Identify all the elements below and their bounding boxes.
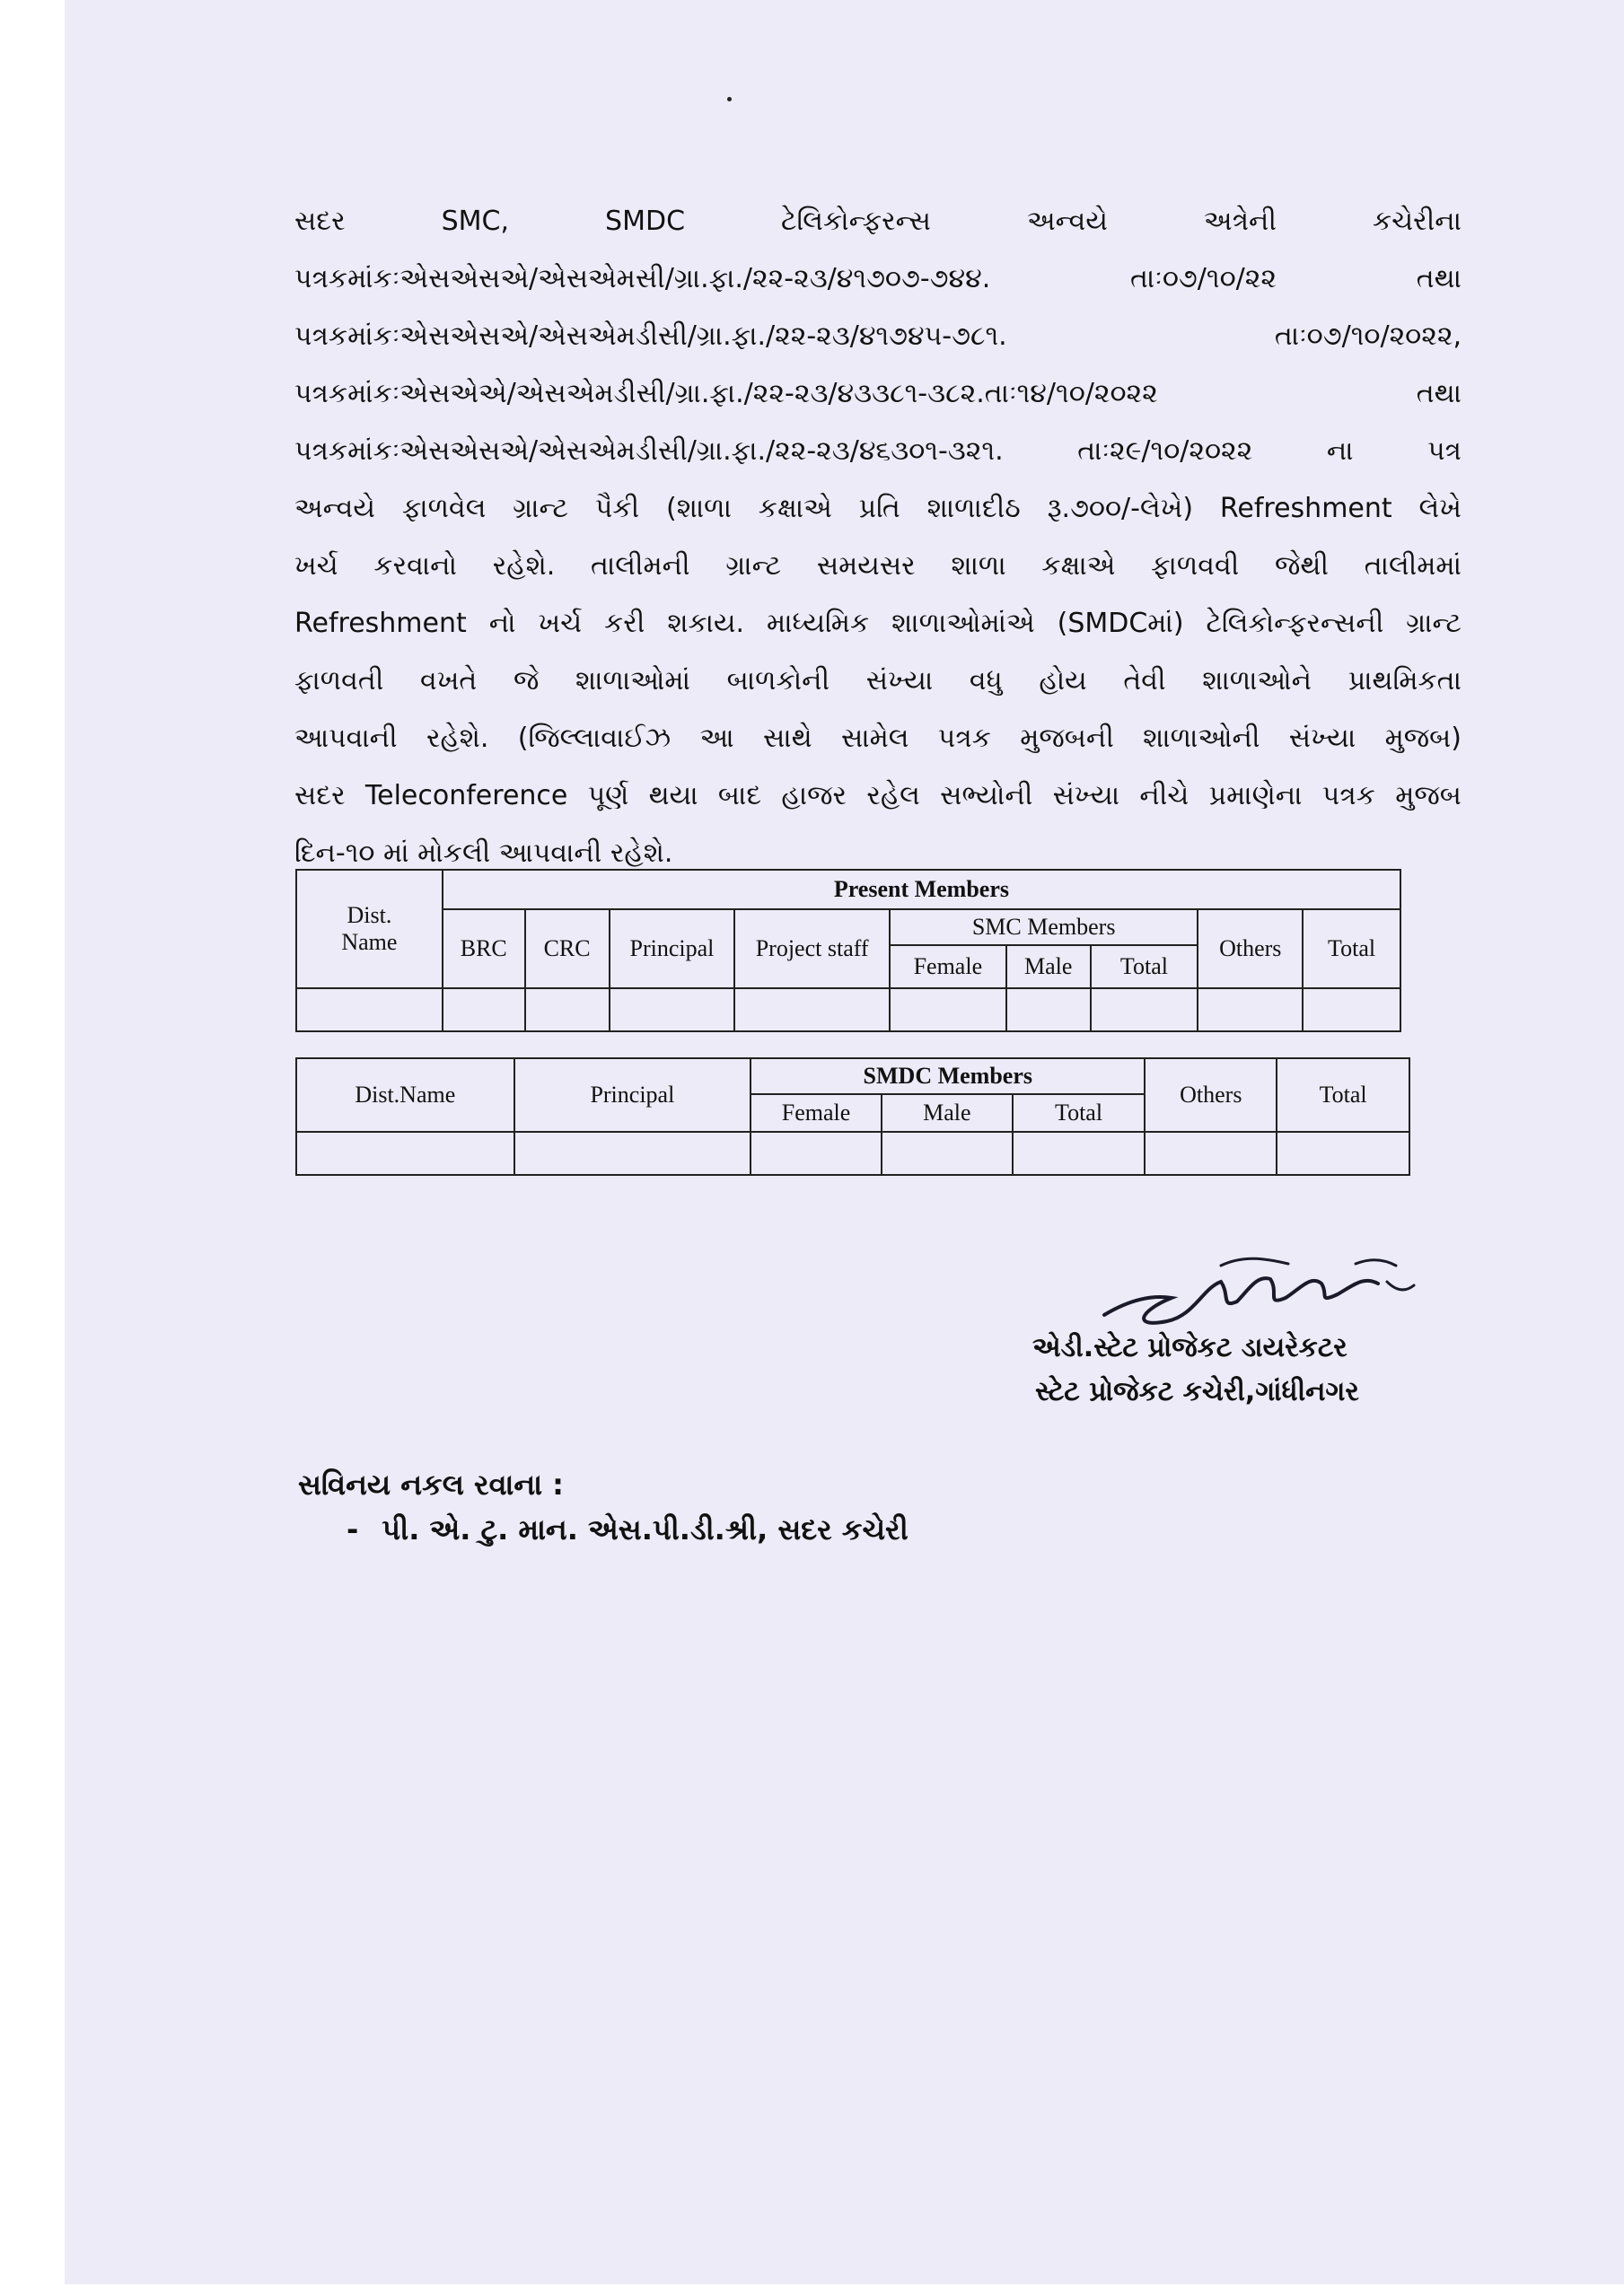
paragraph-line [294,767,1462,825]
total-header: Total [1303,909,1400,988]
paragraph-word: (જિલ્લાવાઈઝ [517,723,672,754]
total-header: Total [1277,1058,1409,1132]
paragraph-word: ફાળવેલ [401,493,487,524]
paragraph-word: પત્રક [1321,780,1375,811]
paragraph-word: હાજર [781,780,847,811]
paragraph-word: પત્રકમાંકઃએસએસએ/એસએમડીસી/ગ્રા.ફા./૨૨-૨૩/૪૬૩૦૧-૩૨૧. [294,435,1004,467]
table-cell [514,1132,751,1175]
table-cell [1303,988,1400,1031]
paragraph-line [294,308,1462,365]
paragraph-word: તાલીમમાં [1364,550,1462,582]
paragraph-word: રહેશે. [426,723,489,754]
paragraph-word: SMDC [605,206,686,237]
paragraph-word: લેખે [1418,493,1462,524]
paragraph-word: તાઃ૦૭/૧૦/૨૨ [1130,263,1277,294]
paragraph-word: રહેલ [866,780,920,811]
paragraph-word: પ્રાથમિકતા [1347,665,1462,697]
paragraph-word: Refreshment [1219,493,1392,524]
paragraph-word: શકાય. [667,608,745,639]
table-cell [1091,988,1198,1031]
paragraph-word: માધ્યમિક [767,608,870,639]
paragraph-word: (SMDCમાં) [1057,608,1184,639]
dist-name-header: Dist. Name [296,870,443,988]
paragraph-word: રહેશે. [492,550,556,582]
paragraph-line [294,480,1462,538]
paragraph-line [294,653,1462,710]
paragraph-word: આપવાની [294,723,398,754]
paragraph-word: અન્વયે [1026,206,1108,237]
paragraph-word: ફાળવતી [294,665,384,697]
paragraph-word: સંખ્યા [1288,723,1356,754]
table-row [296,988,1400,1031]
table-cell [1198,988,1303,1031]
paragraph-word: શાળાઓમાં [575,665,690,697]
smdc-male-header: Male [882,1094,1013,1132]
paragraph-word: સામેલ [840,723,909,754]
signature-icon [1086,1239,1427,1337]
paragraph-word: કરી [604,608,645,639]
copy-recipient: પી. એ. ટુ. માન. એસ.પી.ડી.શ્રી, સદર કચેરી [382,1512,909,1547]
paragraph-word: ટેલિકોન્ફરન્સની [1206,608,1384,639]
paragraph-word: શાળાઓની [1143,723,1260,754]
principal-header: Principal [514,1058,751,1132]
copy-recipient-item [347,1512,909,1547]
brc-header: BRC [443,909,525,988]
paragraph-word: સભ્યોની [940,780,1033,811]
paragraph-word: ફાળવવી [1151,550,1240,582]
paragraph-word: મુજબની [1020,723,1114,754]
paragraph-line [294,423,1462,480]
smc-female-header: Female [890,945,1006,988]
paragraph-word: પત્ર [1427,435,1462,467]
paragraph-word: કક્ષાએ [758,493,832,524]
paragraph-word: અત્રેની [1203,206,1277,237]
table-cell [610,988,735,1031]
paragraph-word: નો [488,608,516,639]
paragraph-word: ગ્રાન્ટ [725,550,782,582]
paragraph-word: ખર્ચ [538,608,583,639]
dist-name-header: Dist.Name [296,1058,514,1132]
paragraph-word: હોય [1039,665,1087,697]
paragraph-word: પત્રકમાંકઃએસએસએ/એસએમડીસી/ગ્રા.ફા./૨૨-૨૩/૪૧૭૪૫-૭૮૧. [294,320,1007,352]
table-cell [1145,1132,1277,1175]
paragraph-word: પૈકી [594,493,640,524]
table-cell [734,988,890,1031]
smdc-members-header: SMDC Members [751,1058,1145,1094]
project-staff-header: Project staff [734,909,890,988]
paragraph-word: કચેરીના [1372,206,1462,237]
table-cell [1006,988,1091,1031]
smc-members-header: SMC Members [890,909,1198,945]
table-cell [751,1132,882,1175]
paragraph-word: ગ્રાન્ટ [1406,608,1462,639]
paragraph-word: મુજબ [1395,780,1462,811]
paragraph-word: નીચે [1139,780,1189,811]
table-cell [443,988,525,1031]
paragraph-word: તથા [1416,263,1462,294]
table-cell [1277,1132,1409,1175]
paragraph-word: સદર [294,780,346,811]
principal-header: Principal [610,909,735,988]
paragraph-word: તાઃ૦૭/૧૦/૨૦૨૨, [1274,320,1462,352]
smdc-members-table [295,1057,1410,1176]
paragraph-word: આ [699,723,734,754]
paragraph-word: સંખ્યા [1052,780,1120,811]
signatory-designation: એડી.સ્ટેટ પ્રોજેકટ ડાયરેકટર [1032,1332,1347,1363]
paragraph-line [294,538,1462,595]
paragraph-word: જે [513,665,540,697]
copy-forwarded-heading: સવિનય નકલ રવાના : [298,1468,564,1502]
paragraph-word: પ્રતિ [858,493,900,524]
paragraph-word: પત્રકમાંકઃએસએએ/એસએમડીસી/ગ્રા.ફા./૨૨-૨૩/૪૩૩૮૧-૩૮૨.તાઃ૧૪/૧૦/૨૦૨૨ [294,378,1158,409]
paragraph-word: બાળકોની [726,665,830,697]
paragraph-word: તાઃ૨૯/૧૦/૨૦૨૨ [1077,435,1253,467]
paragraph-word: બાદ [717,780,762,811]
paragraph-line [294,710,1462,767]
paragraph-word: સાથે [762,723,812,754]
table-cell [525,988,610,1031]
table-cell [296,988,443,1031]
present-members-table [295,869,1401,1032]
smc-total-header: Total [1091,945,1198,988]
paragraph-line [294,193,1462,250]
paragraph-word: ના [1326,435,1354,467]
paragraph-word: વધુ [969,665,1003,697]
stray-mark [727,97,732,101]
others-header: Others [1145,1058,1277,1132]
paragraph-word: (શાળા [665,493,732,524]
paragraph-word: દિન-૧૦ માં મોકલી આપવાની રહેશે. [294,837,673,869]
paragraph-word: પત્રક [937,723,991,754]
crc-header: CRC [525,909,610,988]
paragraph-word: શાળાદીઠ [926,493,1021,524]
paragraph-word: તાલીમની [590,550,690,582]
paragraph-word: Refreshment [294,608,467,639]
table-cell [1013,1132,1146,1175]
paragraph-word: શાળાઓને [1202,665,1312,697]
others-header: Others [1198,909,1303,988]
table-cell [890,988,1006,1031]
paragraph-word: વખતે [420,665,478,697]
paragraph-word: કક્ષાએ [1041,550,1116,582]
smdc-total-header: Total [1013,1094,1146,1132]
paragraph-word: પત્રકમાંકઃએસએસએ/એસએમસી/ગ્રા.ફા./૨૨-૨૩/૪૧૭૦૭-૭૪૪. [294,263,991,294]
table-row [296,1132,1409,1175]
paragraph-word: થયા [648,780,698,811]
list-dash: - [347,1512,359,1547]
paragraph-word: પૂર્ણ [587,780,629,811]
paragraph-word: શાળાઓમાંએ [891,608,1035,639]
paragraph-word: સમયસર [816,550,916,582]
paragraph-word: ગ્રાન્ટ [513,493,568,524]
paragraph-word: તેવી [1123,665,1166,697]
paragraph-word: ખર્ચ [294,550,338,582]
table-cell [882,1132,1013,1175]
paragraph-word: રૂ.૭૦૦/-લેખે) [1047,493,1194,524]
paragraph-word: સદર [294,206,346,237]
paragraph-word: મુજબ) [1384,723,1462,754]
paragraph-word: અન્વયે [294,493,375,524]
paragraph-word: જેથી [1274,550,1329,582]
instruction-paragraph [294,193,1462,882]
paragraph-word: Teleconference [364,780,568,811]
smc-male-header: Male [1006,945,1091,988]
paragraph-line [294,250,1462,308]
signatory-office: સ્ટેટ પ્રોજેકટ કચેરી,ગાંધીનગર [1035,1376,1359,1407]
smdc-female-header: Female [751,1094,882,1132]
paragraph-line [294,365,1462,423]
table-cell [296,1132,514,1175]
paragraph-word: SMC, [441,206,510,237]
paragraph-word: કરવાનો [373,550,457,582]
paragraph-word: ટેલિકોન્ફરન્સ [781,206,931,237]
paragraph-word: પ્રમાણેના [1208,780,1303,811]
paragraph-line [294,595,1462,653]
paragraph-word: તથા [1416,378,1462,409]
paragraph-word: શાળા [951,550,1006,582]
paragraph-word: સંખ્યા [865,665,934,697]
present-members-header: Present Members [443,870,1400,909]
